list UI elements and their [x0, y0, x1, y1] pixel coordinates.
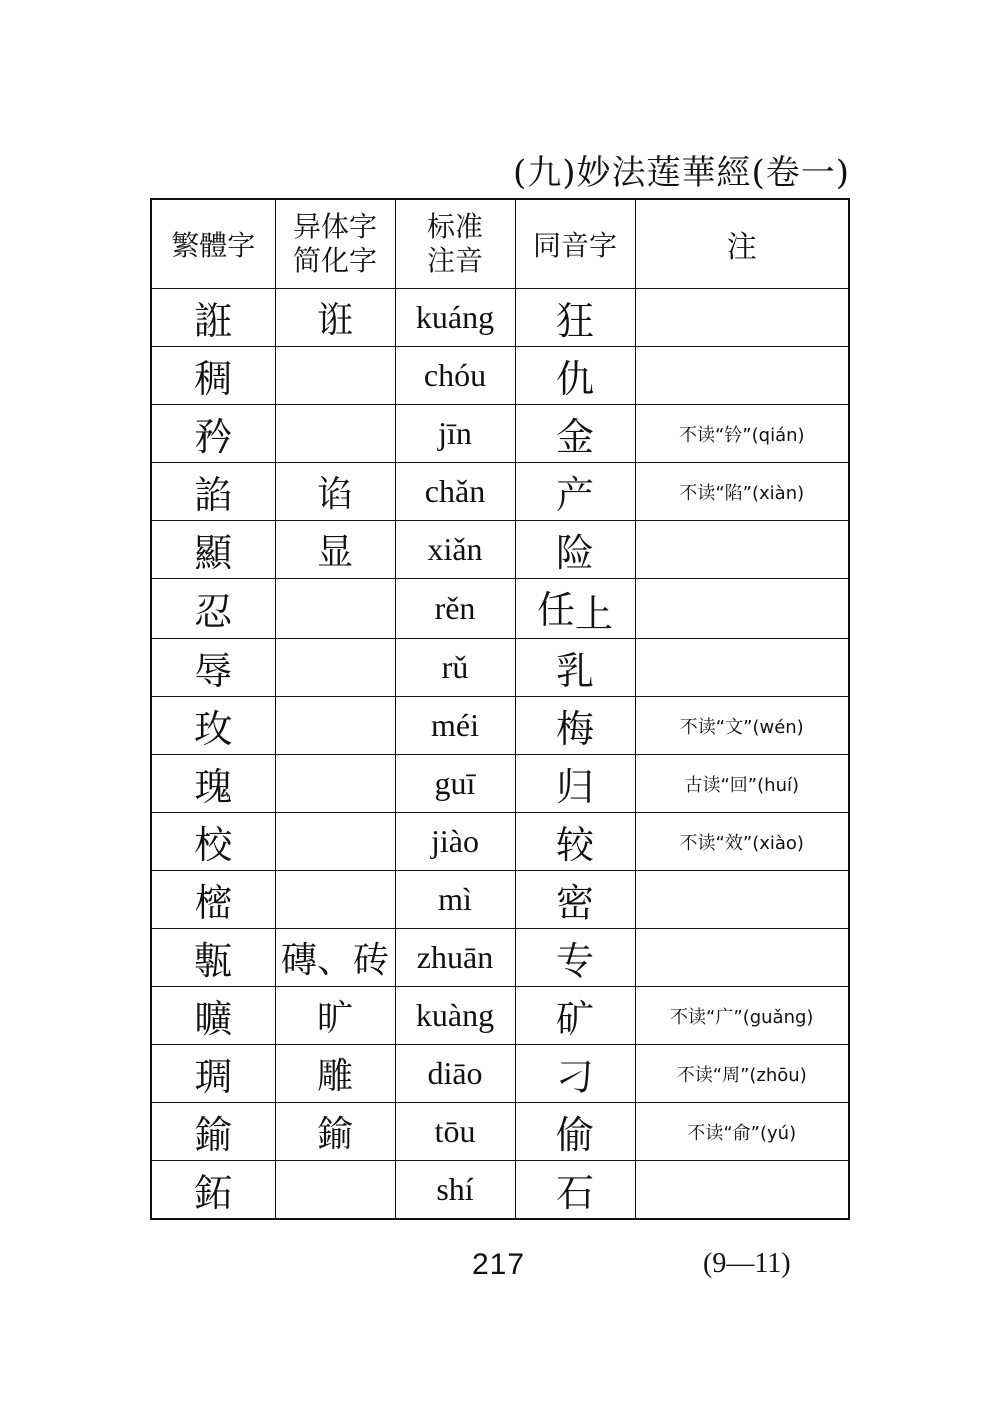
character-table [150, 198, 850, 1220]
cell-note [635, 521, 849, 579]
cell-traditional-text: 誑 [194, 299, 233, 343]
cell-traditional-text: 鍮 [194, 1113, 233, 1158]
cell-traditional [151, 463, 275, 521]
cell-note [635, 463, 849, 521]
cell-traditional [151, 1103, 275, 1161]
cell-homophone-text: 密 [555, 881, 594, 926]
cell-traditional [151, 521, 275, 579]
table-row [151, 405, 849, 463]
cell-variant-text: 谄 [316, 474, 353, 515]
cell-traditional [151, 405, 275, 463]
cell-pinyin [395, 987, 515, 1045]
table-row [151, 521, 849, 579]
cell-traditional-text: 忍 [194, 590, 233, 635]
cell-homophone-text: 石 [555, 1171, 594, 1216]
cell-note [635, 405, 849, 463]
cell-traditional-text: 玫 [194, 707, 233, 752]
cell-variant [275, 1161, 395, 1220]
cell-variant [275, 289, 395, 347]
cell-traditional [151, 871, 275, 929]
cell-traditional-text: 樒 [194, 881, 233, 926]
cell-note-text: 不读“周”(zhōu) [676, 1064, 807, 1086]
page-number: 217 [472, 1248, 526, 1281]
cell-note [635, 579, 849, 639]
cell-note-text: 不读“效”(xiào) [679, 832, 804, 854]
cell-pinyin-text: rǔ [441, 649, 469, 686]
cell-homophone [515, 1045, 635, 1103]
cell-traditional [151, 289, 275, 347]
cell-note-text: 不读“陷”(xiàn) [679, 482, 805, 504]
cell-homophone [515, 987, 635, 1045]
cell-pinyin-text: shí [436, 1171, 474, 1208]
cell-traditional-text: 矜 [194, 415, 233, 459]
table-row [151, 697, 849, 755]
table-row [151, 463, 849, 521]
cell-variant-text: 雕 [316, 1056, 353, 1098]
cell-pinyin [395, 871, 515, 929]
table-row [151, 929, 849, 987]
cell-note [635, 1045, 849, 1103]
cell-pinyin-text: kuáng [415, 299, 495, 335]
cell-note [635, 639, 849, 697]
cell-traditional-text: 琱 [194, 1055, 233, 1100]
table-body [151, 289, 849, 1220]
cell-homophone-text: 专 [555, 939, 594, 984]
cell-pinyin-text: chóu [423, 357, 487, 393]
cell-traditional-text: 辱 [194, 649, 233, 694]
cell-homophone [515, 755, 635, 813]
cell-pinyin [395, 755, 515, 813]
table-row [151, 813, 849, 871]
cell-note [635, 1161, 849, 1220]
cell-variant-text: 旷 [316, 998, 353, 1040]
cell-pinyin [395, 639, 515, 697]
page-title: (九)妙法莲華經(卷一) [512, 153, 850, 193]
header-pinyin: 标准 注音 [395, 199, 515, 289]
section-code: (9—11) [703, 1248, 791, 1279]
cell-homophone [515, 289, 635, 347]
cell-pinyin-text: mì [438, 881, 472, 918]
cell-note-text: 不读“俞”(yú) [687, 1122, 797, 1144]
cell-traditional [151, 347, 275, 405]
cell-homophone [515, 929, 635, 987]
cell-homophone [515, 1103, 635, 1161]
cell-homophone-text: 狂 [555, 299, 594, 343]
table-row [151, 579, 849, 639]
cell-traditional [151, 579, 275, 639]
cell-traditional [151, 1045, 275, 1103]
cell-pinyin-text: zhuān [416, 939, 494, 976]
cell-note [635, 289, 849, 347]
cell-homophone-text: 产 [555, 473, 594, 517]
cell-variant [275, 405, 395, 463]
cell-variant-text: 显 [316, 532, 353, 573]
cell-variant [275, 639, 395, 697]
cell-homophone [515, 871, 635, 929]
cell-homophone-text: 任 [536, 588, 575, 632]
header-note: 注 [635, 199, 849, 289]
cell-homophone [515, 347, 635, 405]
cell-traditional-text: 鉐 [194, 1171, 233, 1216]
cell-pinyin [395, 1103, 515, 1161]
cell-homophone-text: 矿 [555, 997, 594, 1042]
cell-traditional [151, 987, 275, 1045]
cell-variant [275, 813, 395, 871]
cell-homophone-text: 仇 [555, 357, 594, 401]
table-row [151, 1103, 849, 1161]
cell-homophone [515, 579, 635, 639]
cell-pinyin [395, 405, 515, 463]
cell-pinyin-text: chǎn [424, 473, 486, 509]
cell-pinyin [395, 1161, 515, 1220]
cell-homophone-text: 归 [555, 765, 594, 810]
cell-pinyin-text: méi [431, 707, 479, 744]
cell-homophone [515, 521, 635, 579]
cell-traditional [151, 755, 275, 813]
header-homophone: 同音字 [515, 199, 635, 289]
table-row [151, 1161, 849, 1220]
cell-variant [275, 521, 395, 579]
cell-variant [275, 871, 395, 929]
cell-homophone-text: 梅 [555, 707, 594, 752]
cell-homophone-text: 险 [555, 531, 594, 575]
cell-homophone-text: 刁 [555, 1055, 594, 1100]
cell-pinyin-text: xiǎn [427, 531, 483, 567]
cell-note-text: 不读“文”(wén) [679, 716, 804, 738]
header-row [151, 199, 849, 289]
cell-homophone-text: 金 [555, 415, 594, 459]
cell-variant [275, 929, 395, 987]
cell-homophone [515, 813, 635, 871]
cell-pinyin [395, 521, 515, 579]
cell-pinyin [395, 463, 515, 521]
cell-variant [275, 987, 395, 1045]
cell-pinyin [395, 289, 515, 347]
cell-note-text: 古读“回”(huí) [684, 774, 799, 796]
cell-pinyin-text: jiào [431, 823, 479, 860]
table-row [151, 639, 849, 697]
cell-homophone-text: 乳 [555, 649, 594, 694]
cell-variant [275, 1045, 395, 1103]
cell-traditional-text: 甎 [194, 939, 233, 984]
cell-traditional-text: 顯 [194, 531, 233, 575]
cell-pinyin [395, 347, 515, 405]
cell-note [635, 987, 849, 1045]
cell-note-text: 不读“广”(guǎng) [670, 1006, 814, 1028]
cell-variant [275, 463, 395, 521]
homophone-tone-mark: 上 [575, 592, 614, 637]
cell-pinyin-text: diāo [427, 1055, 483, 1092]
table-row [151, 755, 849, 813]
cell-homophone [515, 1161, 635, 1220]
cell-pinyin [395, 697, 515, 755]
cell-variant-text: 磚、砖 [280, 940, 389, 982]
cell-variant [275, 1103, 395, 1161]
cell-traditional [151, 929, 275, 987]
cell-note [635, 347, 849, 405]
cell-note [635, 813, 849, 871]
table-row [151, 289, 849, 347]
cell-traditional [151, 1161, 275, 1220]
cell-variant [275, 579, 395, 639]
cell-homophone [515, 405, 635, 463]
cell-variant [275, 697, 395, 755]
cell-pinyin [395, 929, 515, 987]
table-row [151, 871, 849, 929]
cell-pinyin-text: jīn [438, 415, 472, 451]
cell-homophone-text: 偷 [555, 1113, 594, 1158]
cell-traditional-text: 曠 [194, 997, 233, 1042]
cell-pinyin-text: kuàng [415, 997, 495, 1034]
cell-homophone [515, 463, 635, 521]
cell-note [635, 929, 849, 987]
cell-traditional-text: 瑰 [194, 765, 233, 810]
cell-traditional [151, 813, 275, 871]
cell-pinyin-text: guī [434, 765, 476, 802]
cell-homophone [515, 697, 635, 755]
cell-homophone [515, 639, 635, 697]
cell-variant-text: 诳 [316, 300, 353, 341]
cell-note [635, 1103, 849, 1161]
cell-pinyin [395, 813, 515, 871]
table-row [151, 987, 849, 1045]
cell-note [635, 755, 849, 813]
cell-traditional-text: 諂 [194, 473, 233, 517]
cell-traditional-text: 校 [194, 823, 233, 868]
cell-pinyin-text: tōu [434, 1113, 476, 1150]
cell-traditional-text: 稠 [194, 357, 233, 401]
cell-traditional [151, 697, 275, 755]
cell-variant-text: 鍮 [316, 1114, 353, 1156]
cell-pinyin [395, 1045, 515, 1103]
cell-note-text: 不读“钤”(qián) [678, 424, 805, 446]
cell-pinyin-text: rěn [434, 590, 476, 627]
cell-traditional [151, 639, 275, 697]
cell-note [635, 697, 849, 755]
header-variant: 异体字 简化字 [275, 199, 395, 289]
cell-note [635, 871, 849, 929]
cell-homophone-text: 较 [555, 823, 594, 868]
cell-variant [275, 347, 395, 405]
table-row [151, 347, 849, 405]
header-traditional: 繁體字 [151, 199, 275, 289]
table-row [151, 1045, 849, 1103]
cell-pinyin [395, 579, 515, 639]
cell-variant [275, 755, 395, 813]
